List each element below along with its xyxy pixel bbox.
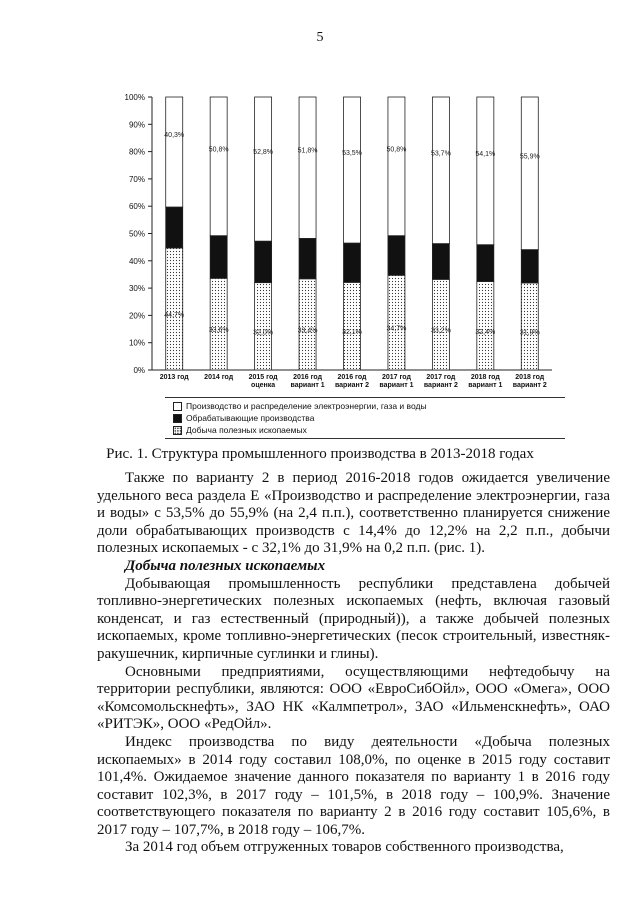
data-label-mining: 34,7%: [386, 325, 407, 333]
legend-swatch-white: [173, 402, 182, 411]
legend-swatch-black: [173, 414, 182, 423]
y-tick-label: 20%: [128, 311, 145, 321]
x-tick-label: оценка: [251, 382, 276, 389]
data-label-energy: 55,9%: [519, 153, 540, 161]
bar-segment-mining: [255, 283, 272, 370]
y-tick-label: 70%: [128, 174, 145, 184]
x-tick-label: вариант 2: [423, 382, 458, 389]
x-tick-label: 2013 год: [159, 374, 189, 381]
bar-segment-energy: [388, 97, 405, 236]
x-tick-label: вариант 1: [290, 382, 325, 389]
y-tick-label: 0%: [133, 366, 145, 375]
bar-segment-energy: [432, 97, 449, 244]
bar-segment-manufacturing: [166, 207, 183, 248]
legend-item-mining: [173, 425, 307, 435]
bar-segment-manufacturing: [344, 243, 361, 282]
y-tick-label: 60%: [128, 202, 145, 212]
y-tick-label: 90%: [128, 120, 145, 130]
x-tick-label: вариант 2: [334, 382, 370, 389]
stacked-bar-chart: [100, 88, 560, 390]
paragraph-4: Индекс производства по виду деятельности «Добыча полезных ископаемых» в 2014 году составил 108,0%, по оценке в 2015 году составит 101,4%. Ожидаемое значение данного показателя по варианту 1 в 2016 году составит 102,3%, в 2017 году – 101,5%, в 2018 году – 100,9%. Значение соответствующего показателя по варианту 2 в 2016 году составит 105,6%, в 2017 году – 107,7%, в 2018 году – 106,7%.: [97, 733, 610, 838]
bar-segment-mining: [521, 283, 538, 370]
data-label-energy: 50,8%: [208, 146, 229, 154]
data-label-mining: 32,1%: [342, 329, 362, 337]
bar-segment-energy: [166, 97, 183, 207]
data-label-energy: 51,8%: [297, 147, 318, 155]
legend-item-manufacturing: [173, 413, 314, 423]
section-heading: Добыча полезных ископаемых: [125, 557, 326, 574]
data-label-mining: 44,7%: [164, 311, 185, 319]
bar-segment-mining: [299, 279, 316, 370]
x-tick-label: вариант 1: [468, 382, 503, 389]
data-label-mining: 33,4%: [297, 327, 318, 335]
data-label-mining: 31,9%: [519, 329, 540, 337]
bar-segment-manufacturing: [210, 236, 227, 279]
y-tick-label: 80%: [128, 147, 145, 157]
legend-swatch-dotted: [173, 426, 182, 435]
bar-segment-mining: [388, 275, 405, 370]
bar-segment-mining: [477, 282, 494, 370]
bar-segment-manufacturing: [255, 241, 272, 282]
bar-segment-mining: [432, 279, 449, 370]
bar-segment-energy: [344, 97, 361, 243]
bar-segment-energy: [210, 97, 227, 236]
x-tick-label: 2016 год: [293, 374, 323, 381]
x-tick-label: вариант 1: [379, 382, 414, 389]
bar-segment-energy: [477, 97, 494, 245]
x-tick-label: 2015 год: [248, 374, 278, 381]
legend-label-manufacturing: Обрабатывающие производства: [186, 413, 315, 423]
bar-segment-energy: [299, 97, 316, 238]
figure-caption: Рис. 1. Структура промышленного производства в 2013-2018 годах: [106, 446, 534, 462]
data-label-energy: 53,7%: [430, 150, 451, 158]
x-tick-label: вариант 2: [512, 382, 547, 389]
legend-label-energy: Производство и распределение электроэнергии, газа и воды: [186, 401, 427, 411]
bar-segment-manufacturing: [299, 238, 316, 278]
bar-segment-energy: [255, 97, 272, 241]
data-label-mining: 32,0%: [253, 329, 274, 337]
x-tick-label: 2017 год: [426, 374, 456, 381]
data-label-mining: 33,6%: [208, 327, 229, 335]
data-label-energy: 40,3%: [164, 132, 185, 140]
bar-segment-mining: [210, 278, 227, 370]
data-label-energy: 50,8%: [386, 146, 407, 154]
bar-segment-mining: [344, 282, 361, 370]
x-tick-label: 2014 год: [204, 374, 234, 381]
legend-item-energy: [173, 401, 427, 411]
y-tick-label: 40%: [128, 256, 145, 266]
x-tick-label: 2016 год: [337, 374, 367, 381]
data-label-energy: 52,8%: [253, 149, 274, 157]
y-tick-label: 30%: [128, 284, 145, 294]
data-label-energy: 53,5%: [342, 150, 362, 158]
x-tick-label: 2018 год: [470, 374, 500, 381]
x-tick-label: 2018 год: [515, 374, 545, 381]
paragraph-1: Также по варианту 2 в период 2016-2018 годов ожидается увеличение удельного веса раздела Е «Производство и распределение электроэнергии, газа и воды» с 53,5% до 55,9% (на 2,4 п.п.), соответственно планируется снижение доли обрабатывающих производств с 14,4% до 12,2% на 2,2 п.п., добычи полезных ископаемых - с 32,1% до 31,9% на 0,2 п.п. (рис. 1).: [97, 470, 610, 557]
y-tick-label: 50%: [128, 229, 145, 239]
bar-segment-manufacturing: [477, 245, 494, 282]
bar-segment-manufacturing: [521, 250, 538, 283]
bar-segment-mining: [166, 248, 183, 370]
data-label-energy: 54,1%: [475, 150, 496, 158]
data-label-mining: 32,4%: [475, 328, 496, 336]
page-number: 5: [316, 30, 324, 45]
bar-segment-energy: [521, 97, 538, 250]
bar-segment-manufacturing: [388, 236, 405, 276]
paragraph-5: За 2014 год объем отгруженных товаров собственного производства,: [125, 839, 564, 856]
x-tick-label: 2017 год: [381, 374, 411, 381]
body-text: [97, 470, 610, 857]
bar-segment-manufacturing: [432, 244, 449, 280]
y-tick-label: 100%: [124, 93, 145, 102]
paragraph-2: Добывающая промышленность республики представлена добычей топливно-энергетических полезных ископаемых (нефть, включая газовый конденсат, и газ естественный (природный)), а также добычей полезных ископаемых, кроме топливно-энергетических (песок строительный, известняк-ракушечник, кирпичные суглинки и глины).: [97, 575, 610, 662]
data-label-mining: 33,2%: [430, 327, 451, 335]
legend-label-mining: Добыча полезных ископаемых: [186, 425, 307, 435]
paragraph-3: Основными предприятиями, осуществляющими нефтедобычу на территории республики, являются: ООО «ЕвроСибОйл», ООО «Омега», ООО «Комсомольскнефть», ЗАО НК «Калмпетрол», ЗАО «Ильменскнефть», ОАО «РИТЭК», ООО «РедОйл».: [97, 663, 610, 733]
chart-legend: [165, 397, 565, 439]
y-tick-label: 10%: [128, 338, 145, 348]
